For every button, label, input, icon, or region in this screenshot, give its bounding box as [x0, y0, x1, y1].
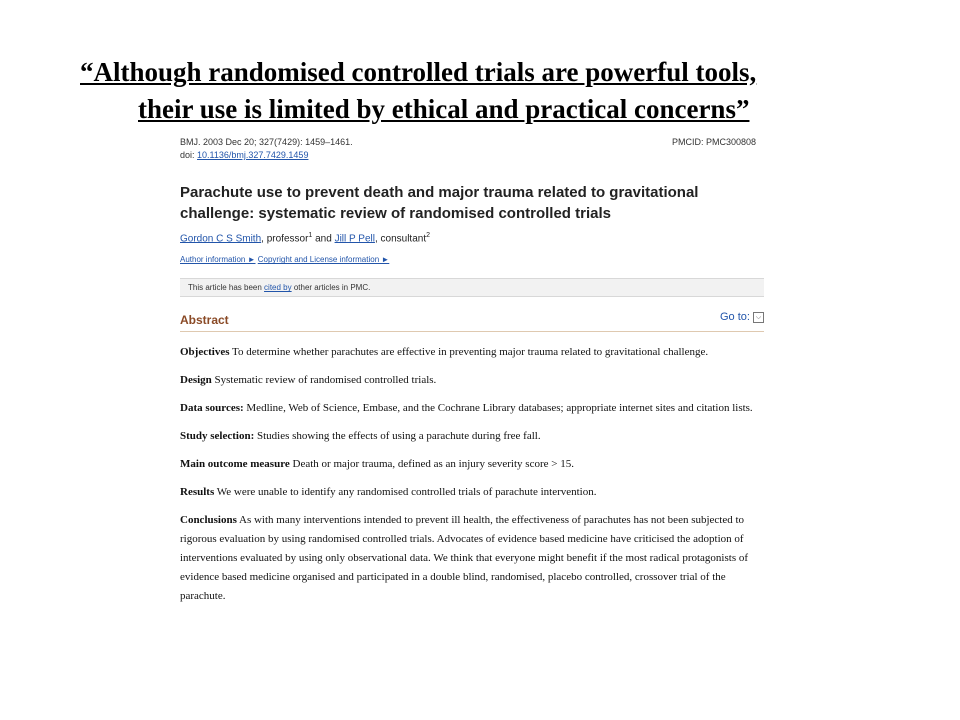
- cited-by-link[interactable]: cited by: [264, 283, 292, 293]
- abstract-header: [180, 311, 764, 332]
- cited-text-before: This article has been: [188, 283, 265, 293]
- article-title: Parachute use to prevent death and major trauma related to gravitational challenge: systematic review of randomised controlled trials: [180, 184, 699, 222]
- author-link-smith[interactable]: Gordon C S Smith: [180, 233, 262, 245]
- section-results: [180, 483, 764, 502]
- section-label: Main outcome measure: [180, 458, 290, 471]
- section-label: Study selection:: [180, 430, 255, 443]
- copyright-license-link[interactable]: Copyright and License information ►: [257, 255, 390, 265]
- quote-line-2: their use is limited by ethical and practical concerns”: [138, 94, 750, 124]
- section-design: [180, 371, 764, 390]
- author-role-1: , professor: [261, 233, 309, 245]
- section-conclusions: [180, 511, 764, 606]
- section-label: Objectives: [180, 346, 230, 359]
- section-text: Death or major trauma, defined as an injury severity score > 15.: [289, 458, 574, 471]
- doi-link[interactable]: 10.1136/bmj.327.7429.1459: [197, 150, 309, 160]
- quote-line-1: “Although randomised controlled trials are powerful tools,: [80, 57, 757, 87]
- affiliation-sup-1: 1: [308, 232, 313, 239]
- section-text: Systematic review of randomised controlled trials.: [211, 374, 437, 387]
- chevron-down-icon[interactable]: ⌵: [753, 312, 764, 323]
- author-link-pell[interactable]: Jill P Pell: [334, 233, 375, 245]
- section-data-sources: [180, 399, 764, 418]
- goto-control[interactable]: [720, 311, 764, 323]
- section-objectives: [180, 343, 764, 362]
- section-text: Medline, Web of Science, Embase, and the Cochrane Library databases; appropriate internet sites and citation lists.: [243, 402, 753, 415]
- cited-by-banner: [180, 278, 764, 297]
- section-text: Studies showing the effects of using a parachute during free fall.: [254, 430, 541, 443]
- section-label: Data sources:: [180, 402, 244, 415]
- section-text: To determine whether parachutes are effective in preventing major trauma related to gravitational challenge.: [229, 346, 709, 359]
- author-information-link[interactable]: Author information ►: [180, 255, 256, 265]
- section-text: We were unable to identify any randomised controlled trials of parachute intervention.: [214, 486, 597, 499]
- section-study-selection: [180, 427, 764, 446]
- doi-label: doi:: [180, 150, 198, 160]
- section-label: Design: [180, 374, 212, 387]
- section-label: Results: [180, 486, 215, 499]
- author-list: [180, 232, 764, 244]
- section-main-outcome: [180, 455, 764, 474]
- author-and: and: [312, 233, 335, 245]
- citation-meta: [180, 136, 764, 164]
- affiliation-sup-2: 2: [426, 232, 431, 239]
- article-screenshot: [180, 136, 764, 606]
- info-links: [180, 255, 764, 264]
- journal-citation: BMJ. 2003 Dec 20; 327(7429): 1459–1461.: [180, 137, 353, 147]
- abstract-sections: [180, 343, 764, 606]
- section-label: Conclusions: [180, 514, 237, 527]
- author-role-2: , consultant: [374, 233, 427, 245]
- goto-label: Go to:: [719, 311, 750, 324]
- pmcid: PMCID: PMC300808: [671, 137, 756, 147]
- quote-heading: [60, 54, 900, 128]
- section-text: As with many interventions intended to prevent ill health, the effectiveness of parachutes has not been subjected to rigorous evaluation by using randomised controlled trials. Advocates of evidence based medicine have criticised the adoption of interventions evaluated by using only observational data. We think that everyone might benefit if the most radical protagonists of evidence based medicine organised and participated in a double blind, randomised, placebo controlled, crossover trial of the parachute.: [180, 514, 749, 603]
- abstract-heading: Abstract: [180, 313, 229, 328]
- cited-text-after: other articles in PMC.: [291, 283, 371, 293]
- doi-line: [180, 149, 764, 162]
